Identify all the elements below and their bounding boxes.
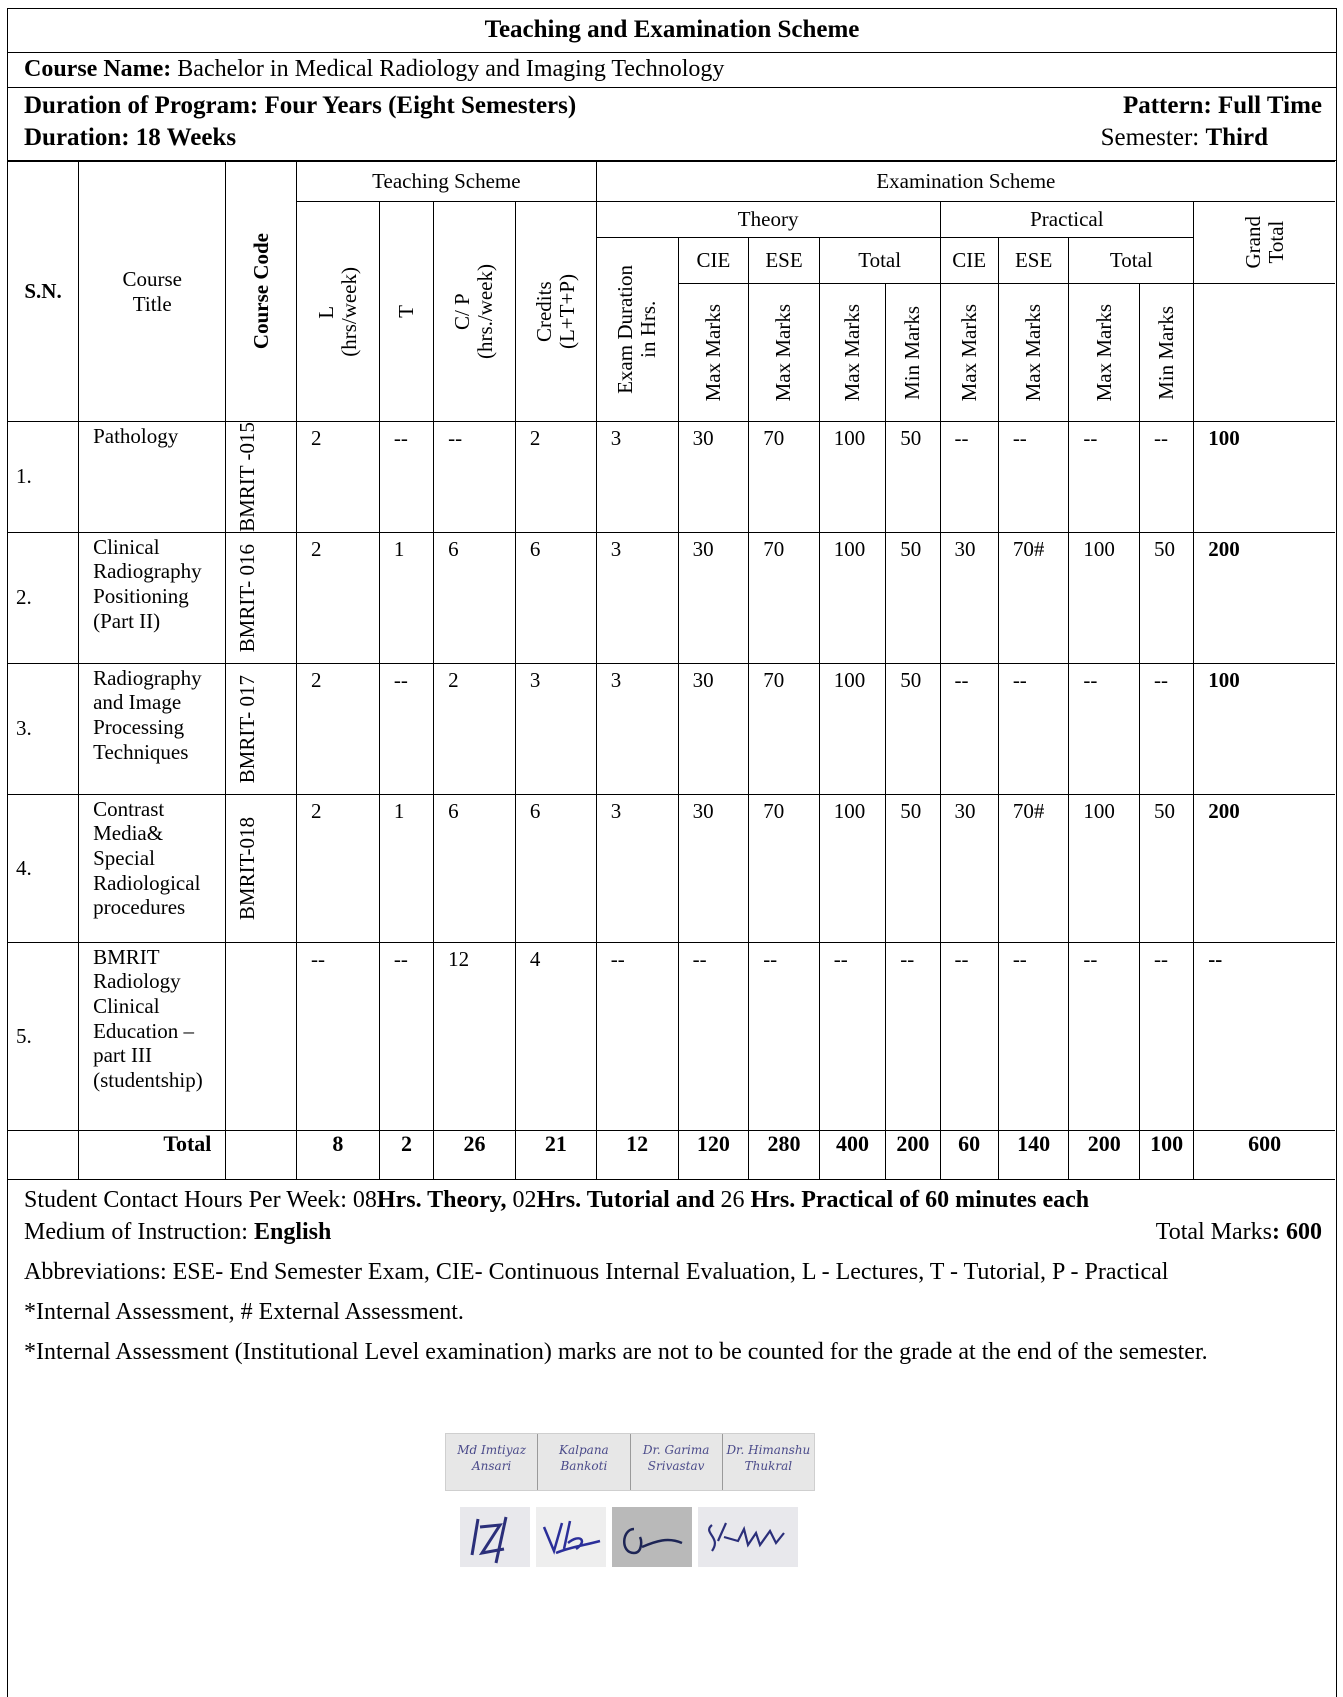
total-theory-min: 200 bbox=[886, 1130, 940, 1179]
row-pr-max: -- bbox=[1069, 422, 1140, 533]
row-l: -- bbox=[297, 942, 380, 1130]
row-pr-min: -- bbox=[1140, 942, 1194, 1130]
row-th-min: 50 bbox=[886, 532, 940, 663]
row-th-max: -- bbox=[819, 942, 886, 1130]
header-course-title: Course Title bbox=[79, 162, 226, 422]
header-practical-cie: CIE bbox=[940, 238, 998, 284]
signatory-names bbox=[445, 1433, 815, 1491]
semester-value: Third bbox=[1205, 124, 1268, 151]
row-th-ese: 70 bbox=[749, 794, 820, 942]
signatory-name-4: Dr. Himanshu Thukral bbox=[726, 1443, 811, 1473]
scheme-table bbox=[8, 161, 1335, 1180]
row-th-cie: -- bbox=[678, 942, 749, 1130]
row-th-min: -- bbox=[886, 942, 940, 1130]
page-title: Teaching and Examination Scheme bbox=[8, 9, 1336, 53]
course-name-label: Course Name: bbox=[24, 56, 172, 82]
row-course-title: BMRIT Radiology Clinical Education – part III (studentship) bbox=[79, 942, 226, 1130]
row-pr-max: 100 bbox=[1069, 532, 1140, 663]
signatory-name-3: Dr. Garima Srivastav bbox=[631, 1434, 723, 1490]
row-t: 1 bbox=[379, 794, 433, 942]
row-duration: 3 bbox=[596, 532, 678, 663]
row-l: 2 bbox=[297, 532, 380, 663]
total-practical-min: 100 bbox=[1140, 1130, 1194, 1179]
header-theory-ese: ESE bbox=[749, 238, 820, 284]
header-theory-ese-max: Max Marks bbox=[749, 284, 820, 422]
row-t: 1 bbox=[379, 532, 433, 663]
header-exam-duration: Exam Duration in Hrs. bbox=[596, 238, 678, 422]
row-duration: -- bbox=[596, 942, 678, 1130]
header-theory-total-max: Max Marks bbox=[819, 284, 886, 422]
row-l: 2 bbox=[297, 422, 380, 533]
total-practical-cie: 60 bbox=[940, 1130, 998, 1179]
signature-2-icon bbox=[536, 1507, 606, 1567]
row-th-ese: 70 bbox=[749, 663, 820, 794]
row-duration: 3 bbox=[596, 663, 678, 794]
row-pr-ese: 70# bbox=[998, 532, 1069, 663]
row-pr-ese: 70# bbox=[998, 794, 1069, 942]
pattern: Pattern: Full Time bbox=[1122, 92, 1322, 119]
total-cp: 26 bbox=[434, 1130, 516, 1179]
row-pr-max: -- bbox=[1069, 942, 1140, 1130]
header-theory-cie: CIE bbox=[678, 238, 749, 284]
row-course-title: Clinical Radiography Positioning (Part II) bbox=[79, 532, 226, 663]
row-l: 2 bbox=[297, 794, 380, 942]
total-practical-ese: 140 bbox=[998, 1130, 1069, 1179]
total-duration: 12 bbox=[596, 1130, 678, 1179]
row-pr-cie: -- bbox=[940, 422, 998, 533]
semester-label: Semester: bbox=[1100, 124, 1206, 151]
course-name-value: Bachelor in Medical Radiology and Imaging Technology bbox=[171, 56, 725, 82]
row-th-cie: 30 bbox=[678, 422, 749, 533]
row-cp: 12 bbox=[434, 942, 516, 1130]
row-credits: 6 bbox=[515, 532, 596, 663]
total-t: 2 bbox=[379, 1130, 433, 1179]
total-grand: 600 bbox=[1194, 1130, 1335, 1179]
row-course-code bbox=[226, 942, 297, 1130]
medium-row bbox=[24, 1216, 1322, 1248]
course-name-row bbox=[8, 53, 1336, 88]
signature-1-icon bbox=[460, 1507, 530, 1567]
semester bbox=[1101, 124, 1268, 152]
row-th-max: 100 bbox=[819, 422, 886, 533]
row-th-ese: -- bbox=[749, 942, 820, 1130]
row-sn: 2. bbox=[8, 532, 79, 663]
row-cp: 6 bbox=[434, 794, 516, 942]
row-pr-cie: 30 bbox=[940, 532, 998, 663]
row-credits: 4 bbox=[515, 942, 596, 1130]
row-pr-max: 100 bbox=[1069, 794, 1140, 942]
duration-row bbox=[8, 88, 1336, 161]
row-l: 2 bbox=[297, 663, 380, 794]
header-course-code: Course Code bbox=[226, 162, 297, 422]
row-pr-min: -- bbox=[1140, 663, 1194, 794]
table-row bbox=[8, 663, 1335, 794]
internal-assessment-note: *Internal Assessment (Institutional Level examination) marks are not to be counted for the grade at the end of the semester. bbox=[24, 1338, 1208, 1365]
header-practical-ese: ESE bbox=[998, 238, 1069, 284]
header-teaching-scheme: Teaching Scheme bbox=[297, 162, 597, 202]
row-th-ese: 70 bbox=[749, 422, 820, 533]
total-theory-max: 400 bbox=[819, 1130, 886, 1179]
row-course-code: BMRIT- 016 bbox=[226, 532, 297, 663]
header-sn: S.N. bbox=[8, 162, 79, 422]
table-row bbox=[8, 532, 1335, 663]
row-th-min: 50 bbox=[886, 794, 940, 942]
total-l: 8 bbox=[297, 1130, 380, 1179]
table-row bbox=[8, 422, 1335, 533]
row-cp: 6 bbox=[434, 532, 516, 663]
header-grand-total: Grand Total bbox=[1194, 202, 1335, 284]
row-pr-min: 50 bbox=[1140, 532, 1194, 663]
row-course-code: BMRIT -015 bbox=[226, 422, 297, 533]
row-pr-ese: -- bbox=[998, 942, 1069, 1130]
row-cp: -- bbox=[434, 422, 516, 533]
row-course-title: Radiography and Image Processing Techniques bbox=[79, 663, 226, 794]
row-grand: 200 bbox=[1194, 794, 1335, 942]
row-th-max: 100 bbox=[819, 663, 886, 794]
totals-row bbox=[8, 1130, 1335, 1179]
row-grand: 100 bbox=[1194, 663, 1335, 794]
total-theory-ese: 280 bbox=[749, 1130, 820, 1179]
header-theory-total-min: Min Marks bbox=[886, 284, 940, 422]
signature-3-icon bbox=[612, 1507, 692, 1567]
row-th-min: 50 bbox=[886, 663, 940, 794]
row-pr-cie: 30 bbox=[940, 794, 998, 942]
header-theory-total: Total bbox=[819, 238, 940, 284]
table-row bbox=[8, 794, 1335, 942]
row-pr-min: 50 bbox=[1140, 794, 1194, 942]
row-grand: 100 bbox=[1194, 422, 1335, 533]
assessment-note: *Internal Assessment, # External Assessment. bbox=[24, 1298, 464, 1325]
row-cp: 2 bbox=[434, 663, 516, 794]
row-th-min: 50 bbox=[886, 422, 940, 533]
header-practical-ese-max: Max Marks bbox=[998, 284, 1069, 422]
notes-section bbox=[8, 1180, 1336, 1368]
row-sn: 5. bbox=[8, 942, 79, 1130]
row-t: -- bbox=[379, 422, 433, 533]
row-th-max: 100 bbox=[819, 794, 886, 942]
duration-weeks: Duration: 18 Weeks bbox=[24, 124, 237, 151]
header-l: L (hrs/week) bbox=[297, 202, 380, 422]
row-t: -- bbox=[379, 942, 433, 1130]
row-th-cie: 30 bbox=[678, 663, 749, 794]
total-practical-max: 200 bbox=[1069, 1130, 1140, 1179]
row-th-ese: 70 bbox=[749, 532, 820, 663]
row-grand: -- bbox=[1194, 942, 1335, 1130]
duration-program: Duration of Program: Four Years (Eight Semesters) bbox=[24, 92, 577, 119]
row-th-max: 100 bbox=[819, 532, 886, 663]
header-practical-total: Total bbox=[1069, 238, 1194, 284]
row-duration: 3 bbox=[596, 794, 678, 942]
row-credits: 6 bbox=[515, 794, 596, 942]
header-theory-cie-max: Max Marks bbox=[678, 284, 749, 422]
row-course-code: BMRIT-018 bbox=[226, 794, 297, 942]
header-theory: Theory bbox=[596, 202, 940, 238]
total-theory-cie: 120 bbox=[678, 1130, 749, 1179]
abbreviations: Abbreviations: ESE- End Semester Exam, CIE- Continuous Internal Evaluation, L - Lectures, T - Tutorial, P - Practical bbox=[24, 1258, 1169, 1285]
row-grand: 200 bbox=[1194, 532, 1335, 663]
header-cp: C/ P (hrs./week) bbox=[434, 202, 516, 422]
totals-label: Total bbox=[79, 1130, 226, 1179]
medium-of-instruction: Medium of Instruction: English bbox=[24, 1218, 332, 1245]
row-credits: 2 bbox=[515, 422, 596, 533]
row-pr-cie: -- bbox=[940, 942, 998, 1130]
header-credits: Credits (L+T+P) bbox=[515, 202, 596, 422]
row-sn: 1. bbox=[8, 422, 79, 533]
contact-hours: Student Contact Hours Per Week: 08Hrs. Theory, 02Hrs. Tutorial and 26 Hrs. Practical of 60 minutes each bbox=[24, 1186, 1090, 1213]
header-practical-total-max: Max Marks bbox=[1069, 284, 1140, 422]
total-marks: Total Marks: 600 bbox=[1155, 1218, 1322, 1245]
header-grand-total-blank bbox=[1194, 284, 1335, 422]
row-pr-ese: -- bbox=[998, 663, 1069, 794]
row-duration: 3 bbox=[596, 422, 678, 533]
header-practical-total-min: Min Marks bbox=[1140, 284, 1194, 422]
table-row bbox=[8, 942, 1335, 1130]
row-pr-ese: -- bbox=[998, 422, 1069, 533]
row-credits: 3 bbox=[515, 663, 596, 794]
header-practical-cie-max: Max Marks bbox=[940, 284, 998, 422]
signatory-name-1: Md Imtiyaz Ansari bbox=[446, 1434, 538, 1490]
signatory-name-2: Kalpana Bankoti bbox=[538, 1434, 630, 1490]
row-course-title: Contrast Media& Special Radiological procedures bbox=[79, 794, 226, 942]
row-pr-max: -- bbox=[1069, 663, 1140, 794]
row-course-title: Pathology bbox=[79, 422, 226, 533]
row-sn: 4. bbox=[8, 794, 79, 942]
signature-4-icon bbox=[698, 1507, 798, 1567]
row-t: -- bbox=[379, 663, 433, 794]
row-th-cie: 30 bbox=[678, 532, 749, 663]
row-pr-min: -- bbox=[1140, 422, 1194, 533]
row-sn: 3. bbox=[8, 663, 79, 794]
row-th-cie: 30 bbox=[678, 794, 749, 942]
signatures bbox=[460, 1507, 810, 1567]
header-practical: Practical bbox=[940, 202, 1194, 238]
header-t: T bbox=[379, 202, 433, 422]
row-pr-cie: -- bbox=[940, 663, 998, 794]
row-course-code: BMRIT- 017 bbox=[226, 663, 297, 794]
header-examination-scheme: Examination Scheme bbox=[596, 162, 1335, 202]
total-credits: 21 bbox=[515, 1130, 596, 1179]
